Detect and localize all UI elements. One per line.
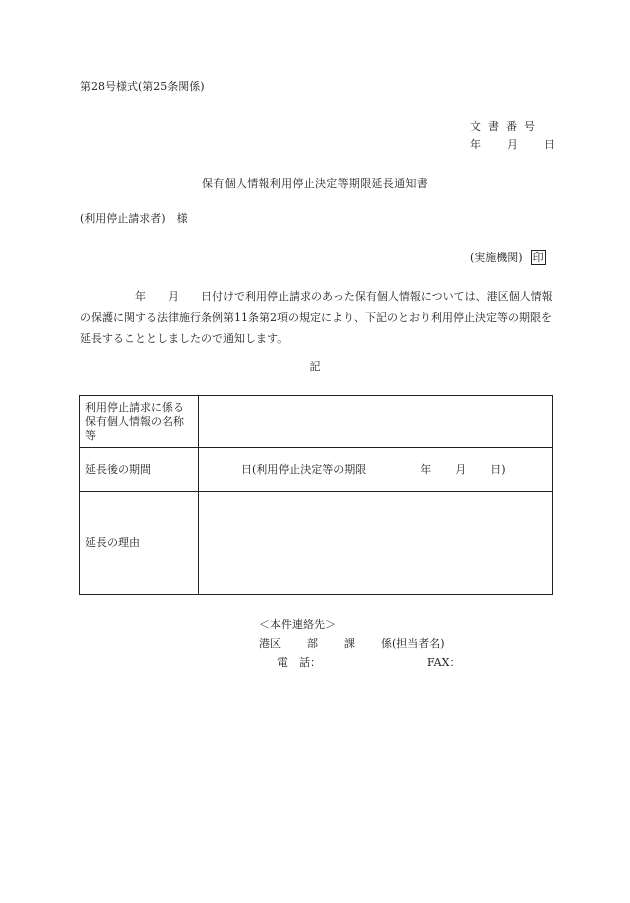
contact-ward: 港区 xyxy=(259,637,281,650)
period-day: 日) xyxy=(490,462,506,476)
recipient-line: (利用停止請求者) 様 xyxy=(80,212,188,225)
details-table xyxy=(79,395,553,595)
phone-label: 電 話： xyxy=(277,656,321,669)
info-name-value xyxy=(199,396,553,448)
date-month: 月 xyxy=(507,138,518,151)
document-number-label: 文書番号 xyxy=(470,120,542,133)
form-number-label: 第28号様式(第25条関係) xyxy=(80,80,205,93)
contact-section: 課 xyxy=(344,637,355,650)
table-row xyxy=(80,396,553,448)
period-prefix: 日(利用停止決定等の期限 xyxy=(241,462,367,476)
contact-phone-fax xyxy=(277,656,460,670)
date-year: 年 xyxy=(470,138,481,151)
fax-label: FAX： xyxy=(427,656,461,669)
contact-person: 係(担当者名) xyxy=(381,637,445,650)
extended-period-value xyxy=(199,448,553,492)
extension-reason-label: 延長の理由 xyxy=(80,492,199,595)
agency-label: (実施機関) xyxy=(470,251,523,264)
date-day: 日 xyxy=(544,138,555,151)
seal-mark: 印 xyxy=(532,251,544,264)
issuing-agency xyxy=(470,250,546,265)
contact-heading: ＜本件連絡先＞ xyxy=(259,618,336,631)
extension-reason-value xyxy=(199,492,553,595)
info-name-label: 利用停止請求に係る保有個人情報の名称等 xyxy=(80,396,199,448)
document-title: 保有個人情報利用停止決定等期限延長通知書 xyxy=(202,177,428,190)
contact-dept: 部 xyxy=(307,637,318,650)
ki-heading: 記 xyxy=(309,360,321,373)
issue-date xyxy=(470,138,555,152)
notice-body: 年 月 日付けで利用停止請求のあった保有個人情報については、港区個人情報の保護に関する法律施行条例第11条第2項の規定により、下記のとおり利用停止決定等の期限を延長することとしましたので通知します。 xyxy=(80,290,553,345)
table-row xyxy=(80,492,553,595)
table-row xyxy=(80,448,553,492)
extended-period-label: 延長後の期間 xyxy=(80,448,199,492)
period-year: 年 xyxy=(420,462,432,476)
contact-department xyxy=(259,637,445,651)
period-month: 月 xyxy=(455,462,467,476)
